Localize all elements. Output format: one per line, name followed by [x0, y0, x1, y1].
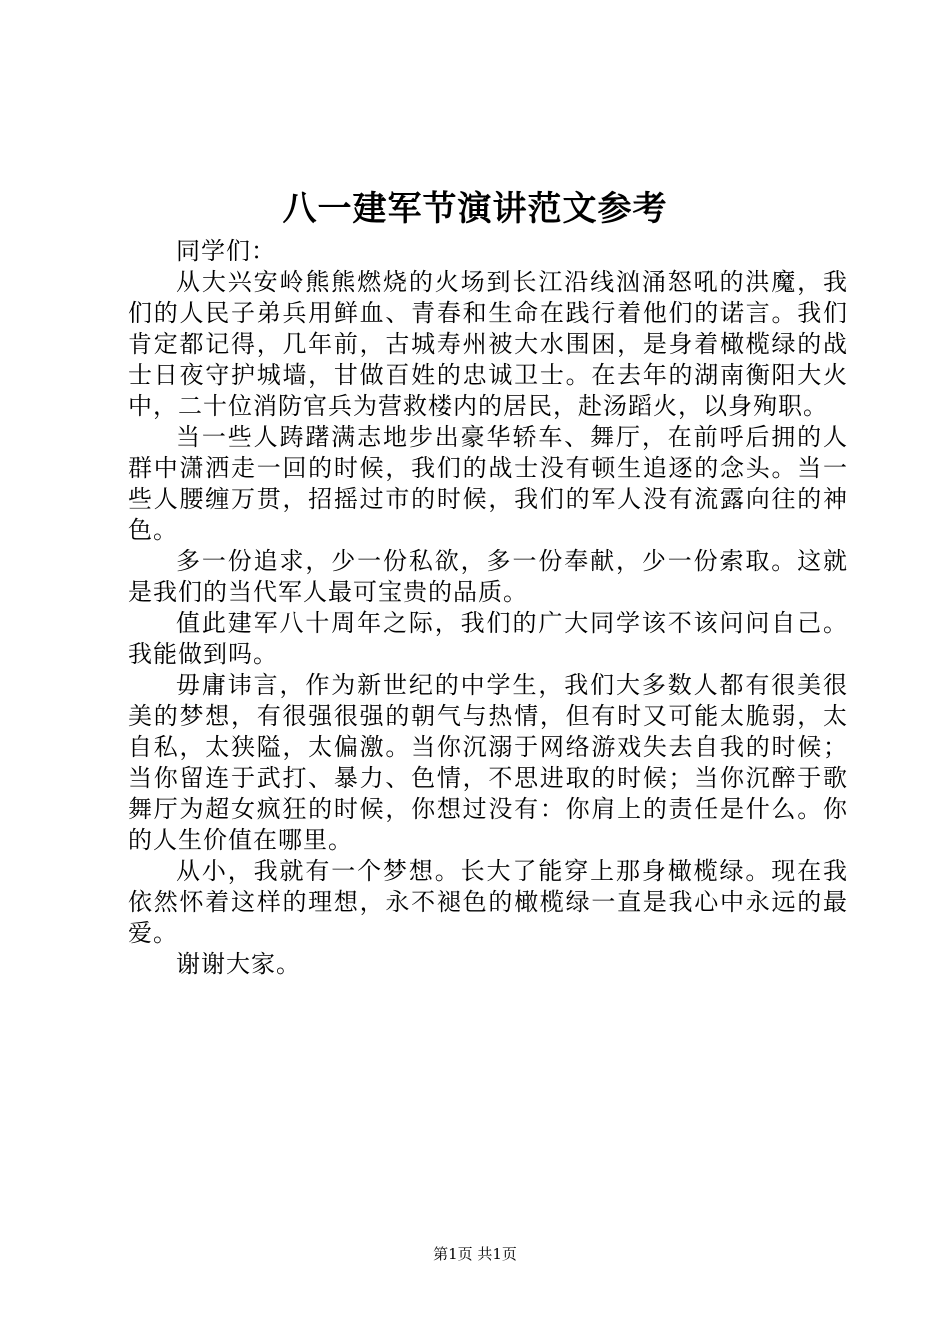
paragraph: 从大兴安岭熊熊燃烧的火场到长江沿线汹涌怒吼的洪魔，我们的人民子弟兵用鲜血、青春和生命在践行着他们的诺言。我们肯定都记得，几年前，古城寿州被大水围困，是身着橄榄绿的战士日夜守护城墙，甘做百姓的忠诚卫士。在去年的湖南衡阳大火中，二十位消防官兵为营救楼内的居民，赴汤蹈火，以身殉职。: [128, 268, 848, 420]
paragraph: 多一份追求，少一份私欲，多一份奉献，少一份索取。这就是我们的当代军人最可宝贵的品质。: [128, 547, 848, 606]
paragraph-closing: 谢谢大家。: [176, 950, 301, 978]
document-body: [128, 236, 848, 980]
document-title: 八一建军节演讲范文参考: [282, 189, 668, 229]
paragraph: 值此建军八十周年之际，我们的广大同学该不该问问自己。我能做到吗。: [128, 609, 848, 668]
paragraph: 从小，我就有一个梦想。长大了能穿上那身橄榄绿。现在我依然怀着这样的理想，永不褪色的橄榄绿一直是我心中永远的最爱。: [128, 857, 848, 947]
paragraph-greeting: 同学们：: [176, 237, 276, 265]
page-footer: 第1页 共1页: [433, 1245, 517, 1263]
paragraph: 当一些人踌躇满志地步出豪华轿车、舞厅，在前呼后拥的人群中潇洒走一回的时候，我们的战士没有顿生追逐的念头。当一些人腰缠万贯，招摇过市的时候，我们的军人没有流露向往的神色。: [128, 423, 848, 544]
paragraph: 毋庸讳言，作为新世纪的中学生，我们大多数人都有很美很美的梦想，有很强很强的朝气与热情，但有时又可能太脆弱，太自私，太狭隘，太偏激。当你沉溺于网络游戏失去自我的时候；当你留连于武打、暴力、色情，不思进取的时候；当你沉醉于歌舞厅为超女疯狂的时候，你想过没有：你肩上的责任是什么。你的人生价值在哪里。: [128, 671, 848, 854]
